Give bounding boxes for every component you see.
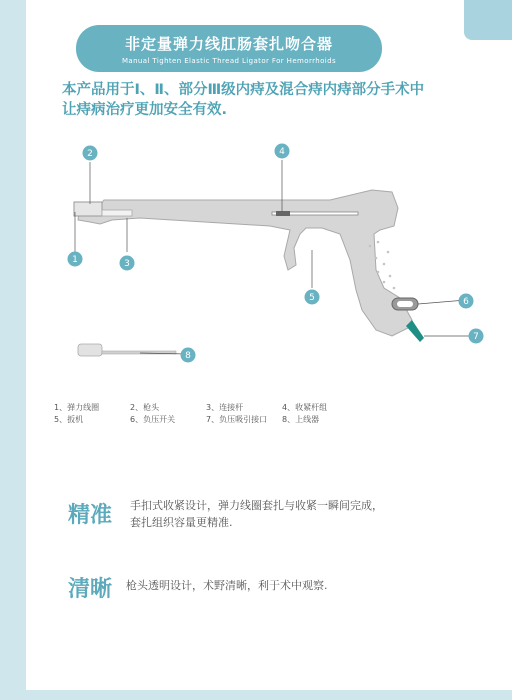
intro-line-1: 本产品用于Ⅰ、Ⅱ、部分Ⅲ级内痔及混合痔内痔部分手术中: [62, 82, 425, 98]
callout-3: [120, 256, 135, 271]
callout-7-label: 7: [473, 332, 479, 342]
legend-item: 4、收紧杆组: [282, 403, 328, 412]
title-cn: 非定量弹力线肛肠套扎吻合器: [124, 35, 333, 53]
callout-5: [305, 290, 320, 305]
legend-item: 7、负压吸引接口: [206, 415, 268, 424]
title-banner: [76, 25, 382, 72]
parts-legend: [54, 402, 374, 426]
legend-item: 2、枪头: [130, 403, 160, 412]
legend-item: 5、扳机: [54, 415, 84, 424]
callout-markers: [68, 144, 484, 363]
legend-item: 3、连接杆: [206, 403, 244, 412]
callout-2-label: 2: [87, 149, 93, 159]
feature-clear-line-1: 枪头透明设计，术野清晰，利于术中观察.: [126, 579, 328, 592]
legend-row-1: [54, 402, 374, 414]
callout-1: [68, 252, 83, 267]
callout-2: [83, 146, 98, 161]
intro-text: [62, 80, 482, 120]
legend-item: 1、弹力线圈: [54, 403, 100, 412]
callout-5-label: 5: [309, 293, 315, 303]
pressure-switch-inner: [397, 301, 413, 307]
callout-7: [469, 329, 484, 344]
callout-1-label: 1: [72, 255, 78, 265]
callout-8-label: 8: [185, 351, 191, 361]
feature-precise-line-1: 手扣式收紧设计，弹力线圈套扎与收紧一瞬间完成，: [130, 499, 383, 512]
callout-8: [181, 348, 196, 363]
title-en: Manual Tighten Elastic Thread Ligator For Hemorrhoids: [121, 57, 337, 65]
line-loader-head: [78, 344, 102, 356]
callout-4: [275, 144, 290, 159]
device-head: [74, 202, 102, 216]
callout-6: [459, 294, 474, 309]
legend-row-2: [54, 414, 374, 426]
callout-4-label: 4: [279, 147, 285, 157]
ligator-diagram: [0, 130, 512, 370]
device-connector: [102, 210, 132, 216]
feature-precise-title: 精准: [68, 503, 113, 528]
legend-item: 6、负压开关: [130, 415, 176, 424]
corner-decoration: [464, 0, 512, 40]
callout-3-label: 3: [124, 259, 130, 269]
feature-clear-title: 清晰: [68, 577, 113, 602]
suction-tube: [406, 320, 424, 342]
legend-item: 8、上线器: [282, 415, 320, 424]
feature-precise-line-2: 套扎组织容量更精准.: [130, 516, 233, 529]
device-slider: [276, 211, 290, 216]
callout-6-label: 6: [463, 297, 469, 307]
intro-line-2: 让痔病治疗更加安全有效.: [62, 102, 228, 118]
